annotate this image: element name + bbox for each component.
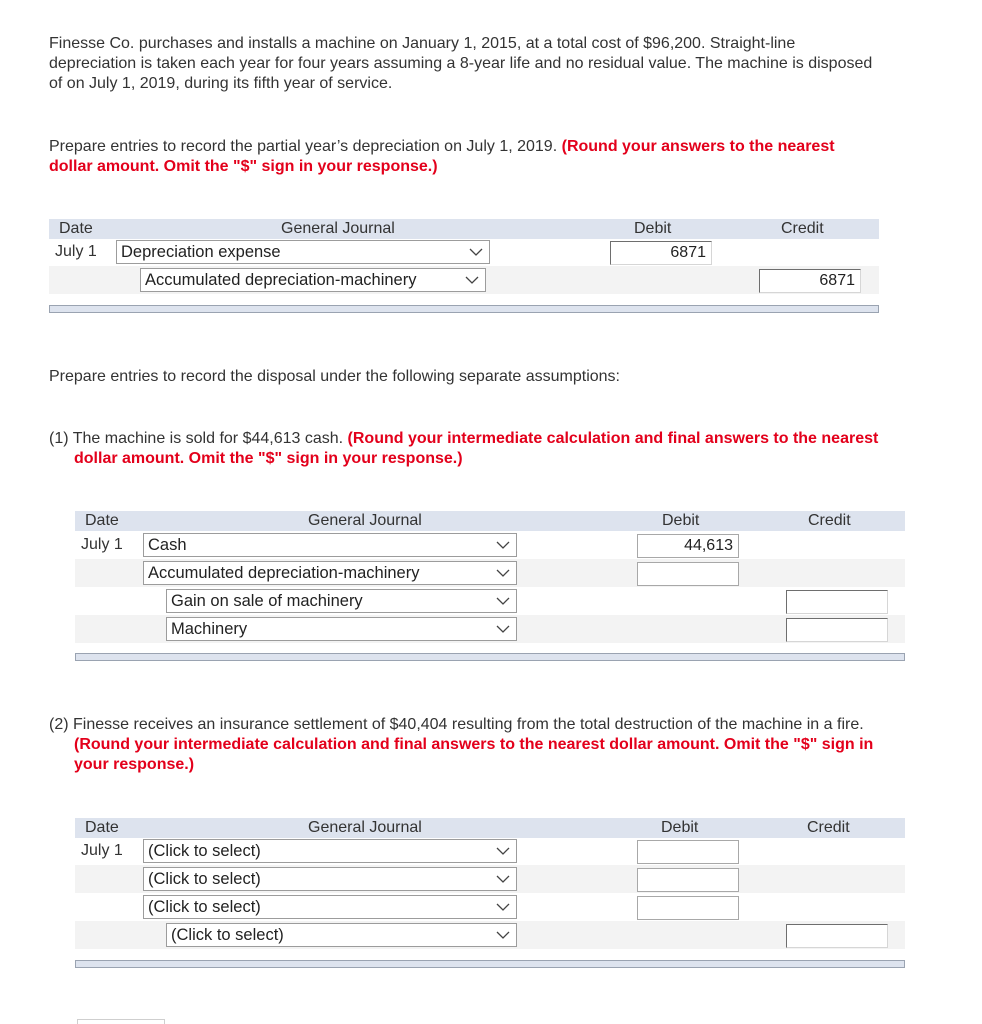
part-1-table-footer: [75, 653, 905, 661]
disposal-prompt: Prepare entries to record the disposal under the following separate assumptions:: [49, 368, 620, 385]
part-1-entry-row-4: [75, 615, 905, 643]
account-select-value: (Click to select): [148, 870, 261, 888]
credit-input[interactable]: [786, 590, 888, 614]
part-1-entry-row-3: [75, 587, 905, 615]
journal-header: General Journal: [281, 220, 395, 237]
part-1-table-header: [75, 511, 905, 531]
debit-header: Debit: [662, 512, 700, 529]
date-header: Date: [59, 220, 93, 237]
account-select[interactable]: [166, 923, 517, 947]
part-a-prompt-text: Prepare entries to record the partial year’s depreciation on July 1, 2019.: [49, 138, 558, 155]
credit-input[interactable]: [786, 618, 888, 642]
entry-date: July 1: [81, 536, 123, 553]
account-select-value: Accumulated depreciation-machinery: [148, 564, 420, 582]
chevron-down-icon: [469, 246, 483, 258]
part-2-prompt: [49, 715, 894, 775]
chevron-down-icon: [496, 567, 510, 579]
debit-header: Debit: [634, 220, 672, 237]
credit-input[interactable]: [786, 924, 888, 948]
part-a-entry-row-1: [49, 238, 879, 266]
account-select[interactable]: [143, 867, 517, 891]
debit-input[interactable]: [637, 562, 739, 586]
entry-date: July 1: [81, 842, 123, 859]
credit-header: Credit: [808, 512, 851, 529]
debit-header: Debit: [661, 819, 699, 836]
account-select[interactable]: [143, 533, 517, 557]
part-2-entry-row-2: [75, 865, 905, 893]
account-select[interactable]: [143, 895, 517, 919]
account-select-value: (Click to select): [148, 898, 261, 916]
part-2-rounding-note: (Round your intermediate calculation and final answers to the nearest dollar amount. Omit the "$" sign in your response.): [74, 736, 874, 773]
part-1-entry-row-2: [75, 559, 905, 587]
account-select-value: Cash: [148, 536, 187, 554]
part-a-entry-row-2: [49, 266, 879, 294]
chevron-down-icon: [496, 929, 510, 941]
account-select[interactable]: [140, 268, 486, 292]
account-select-value: Gain on sale of machinery: [171, 592, 363, 610]
account-select[interactable]: [166, 589, 517, 613]
debit-input[interactable]: 6871: [610, 241, 712, 265]
debit-input[interactable]: [637, 896, 739, 920]
part-a-rounding-note: (Round your answers to the nearest dollar amount. Omit the "$" sign in your response.): [49, 138, 835, 175]
date-header: Date: [85, 512, 119, 529]
part-2-prompt-text: Finesse receives an insurance settlement of $40,404 resulting from the total destruction of the machine in a fire.: [73, 716, 864, 733]
account-select-value: Machinery: [171, 620, 248, 638]
debit-input[interactable]: [637, 868, 739, 892]
debit-input[interactable]: [637, 840, 739, 864]
next-control-edge: [77, 1019, 165, 1024]
account-select[interactable]: [116, 240, 490, 264]
entry-date: July 1: [55, 243, 97, 260]
debit-input[interactable]: 44,613: [637, 534, 739, 558]
date-header: Date: [85, 819, 119, 836]
part-a-table-footer: [49, 305, 879, 313]
chevron-down-icon: [496, 873, 510, 885]
chevron-down-icon: [496, 539, 510, 551]
account-select-value: (Click to select): [171, 926, 284, 944]
part-2-number: (2): [49, 716, 69, 733]
chevron-down-icon: [496, 845, 510, 857]
chevron-down-icon: [465, 274, 479, 286]
journal-header: General Journal: [308, 512, 422, 529]
account-select-value: Accumulated depreciation-machinery: [145, 271, 417, 289]
credit-input[interactable]: 6871: [759, 269, 861, 293]
part-2-table-header: [75, 818, 905, 838]
credit-header: Credit: [807, 819, 850, 836]
chevron-down-icon: [496, 595, 510, 607]
account-select-value: Depreciation expense: [121, 243, 281, 261]
chevron-down-icon: [496, 623, 510, 635]
part-a-table-header: [49, 219, 879, 239]
account-select[interactable]: [143, 561, 517, 585]
part-1-rounding-note: (Round your intermediate calculation and final answers to the nearest dollar amount. Omit the "$" sign in your response.): [74, 430, 879, 467]
account-select-value: (Click to select): [148, 842, 261, 860]
part-2-entry-row-1: [75, 837, 905, 865]
journal-header: General Journal: [308, 819, 422, 836]
part-1-entry-row-1: [75, 531, 905, 559]
problem-intro: Finesse Co. purchases and installs a machine on January 1, 2015, at a total cost of $96,200. Straight-line depreciation is taken each year for four years assuming a 8-year life and no residual value. The machine is disposed of on July 1, 2019, during its fifth year of service.: [49, 35, 873, 92]
part-1-prompt-text: The machine is sold for $44,613 cash.: [72, 430, 344, 447]
part-2-table-footer: [75, 960, 905, 968]
account-select[interactable]: [166, 617, 517, 641]
part-1-number: (1): [49, 430, 69, 447]
chevron-down-icon: [496, 901, 510, 913]
credit-header: Credit: [781, 220, 824, 237]
part-2-entry-row-4: [75, 921, 905, 949]
part-2-entry-row-3: [75, 893, 905, 921]
account-select[interactable]: [143, 839, 517, 863]
part-a-prompt: [49, 137, 879, 177]
part-1-prompt: [49, 429, 894, 469]
